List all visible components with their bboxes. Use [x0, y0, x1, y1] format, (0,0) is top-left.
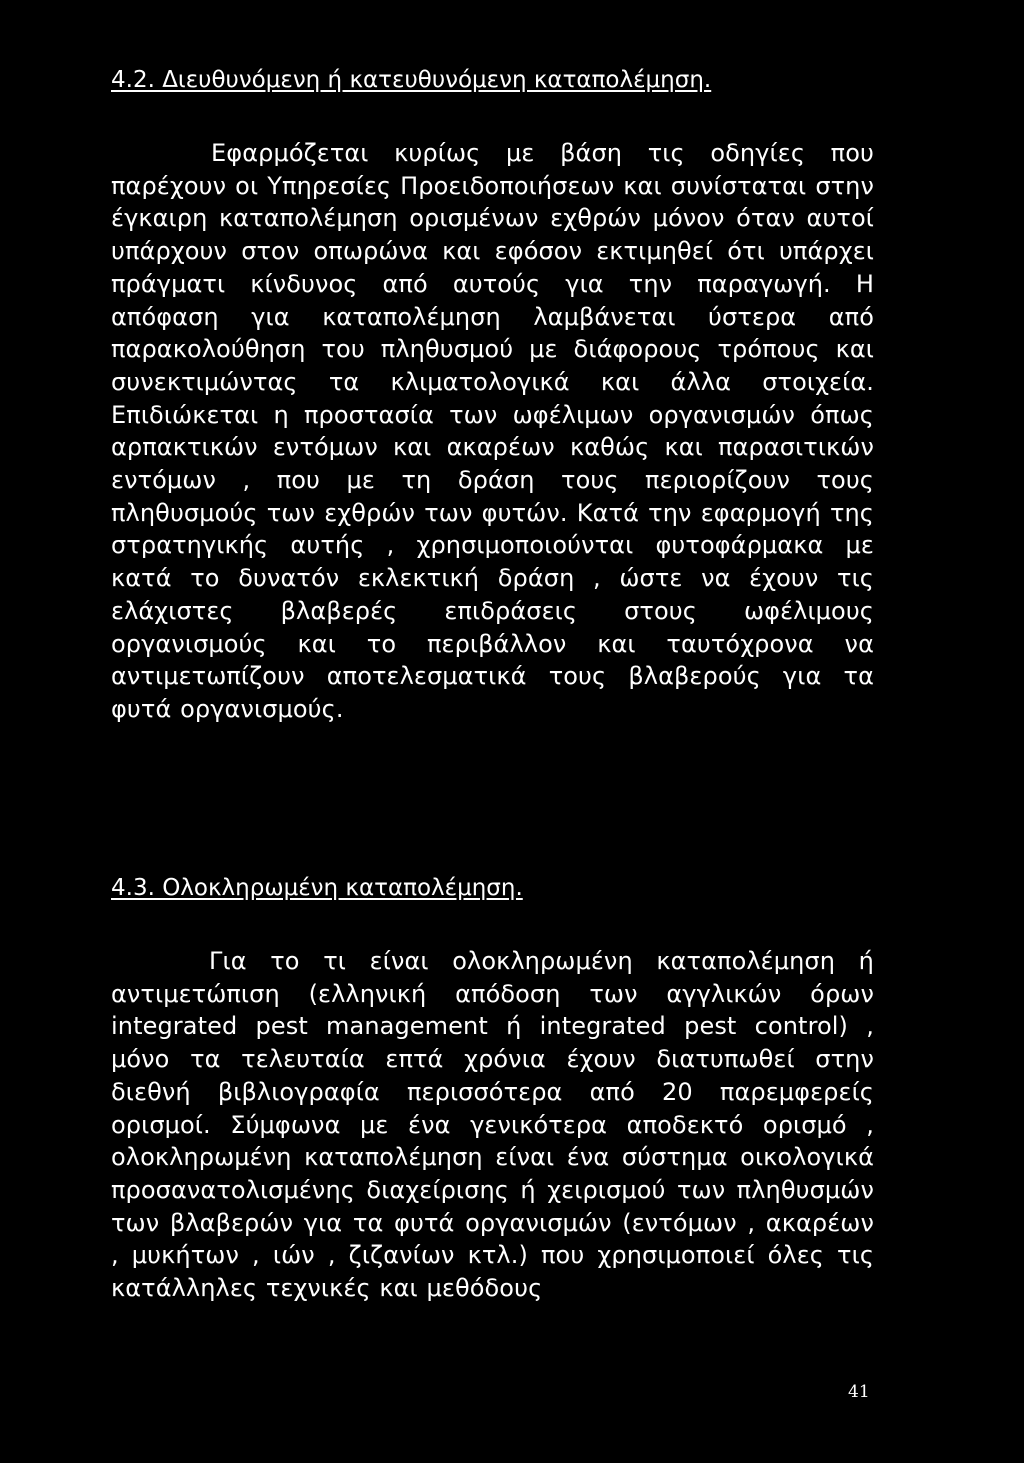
section-heading-4-2: 4.2. Διευθυνόμενη ή κατευθυνόμενη καταπολέμηση.	[111, 67, 712, 93]
section-4-2-paragraph: Εφαρμόζεται κυρίως με βάση τις οδηγίες που παρέχουν οι Υπηρεσίες Προειδοποιήσεων και συνίσταται στην έγκαιρη καταπολέμηση ορισμένων εχθρών μόνον όταν αυτοί υπάρχουν στον οπωρώνα και εφόσον εκτιμηθεί ότι υπάρχει πράγματι κίνδυνος από αυτούς για την παραγωγή. Η απόφαση για καταπολέμηση λαμβάνεται ύστερα από παρακολούθηση του πληθυσμού με διάφορους τρόπους και συνεκτιμώντας τα κλιματολογικά και άλλα στοιχεία. Επιδιώκεται η προστασία των ωφέλιμων οργανισμών όπως αρπακτικών εντόμων και ακαρέων καθώς και παρασιτικών εντόμων , που με τη δράση τους περιορίζουν τους πληθυσμούς των εχθρών των φυτών. Κατά την εφαρμογή της στρατηγικής αυτής , χρησιμοποιούνται φυτοφάρμακα με κατά το δυνατόν εκλεκτική δράση , ώστε να έχουν τις ελάχιστες βλαβερές επιδράσεις στους ωφέλιμους οργανισμούς και το περιβάλλον και ταυτόχρονα να αντιμετωπίζουν αποτελεσματικά τους βλαβερούς για τα φυτά οργανισμούς.	[111, 139, 874, 723]
section-heading-4-3: 4.3. Ολοκληρωμένη καταπολέμηση.	[111, 875, 523, 901]
section-4-3-paragraph: Για το τι είναι ολοκληρωμένη καταπολέμηση ή αντιμετώπιση (ελληνική απόδοση των αγγλικών όρων integrated pest management ή integrated pest control) , μόνο τα τελευταία επτά χρόνια έχουν διατυπωθεί στην διεθνή βιβλιογραφία περισσότερα από 20 παρεμφερείς ορισμοί. Σύμφωνα με ένα γενικότερα αποδεκτό ορισμό , ολοκληρωμένη καταπολέμηση είναι ένα σύστημα οικολογικά προσανατολισμένης διαχείρισης ή χειρισμού των πληθυσμών των βλαβερών για τα φυτά οργανισμών (εντόμων , ακαρέων , μυκήτων , ιών , ζιζανίων κτλ.) που χρησιμοποιεί όλες τις κατάλληλες τεχνικές και μεθόδους	[111, 947, 874, 1303]
page-number: 41	[848, 1382, 870, 1402]
